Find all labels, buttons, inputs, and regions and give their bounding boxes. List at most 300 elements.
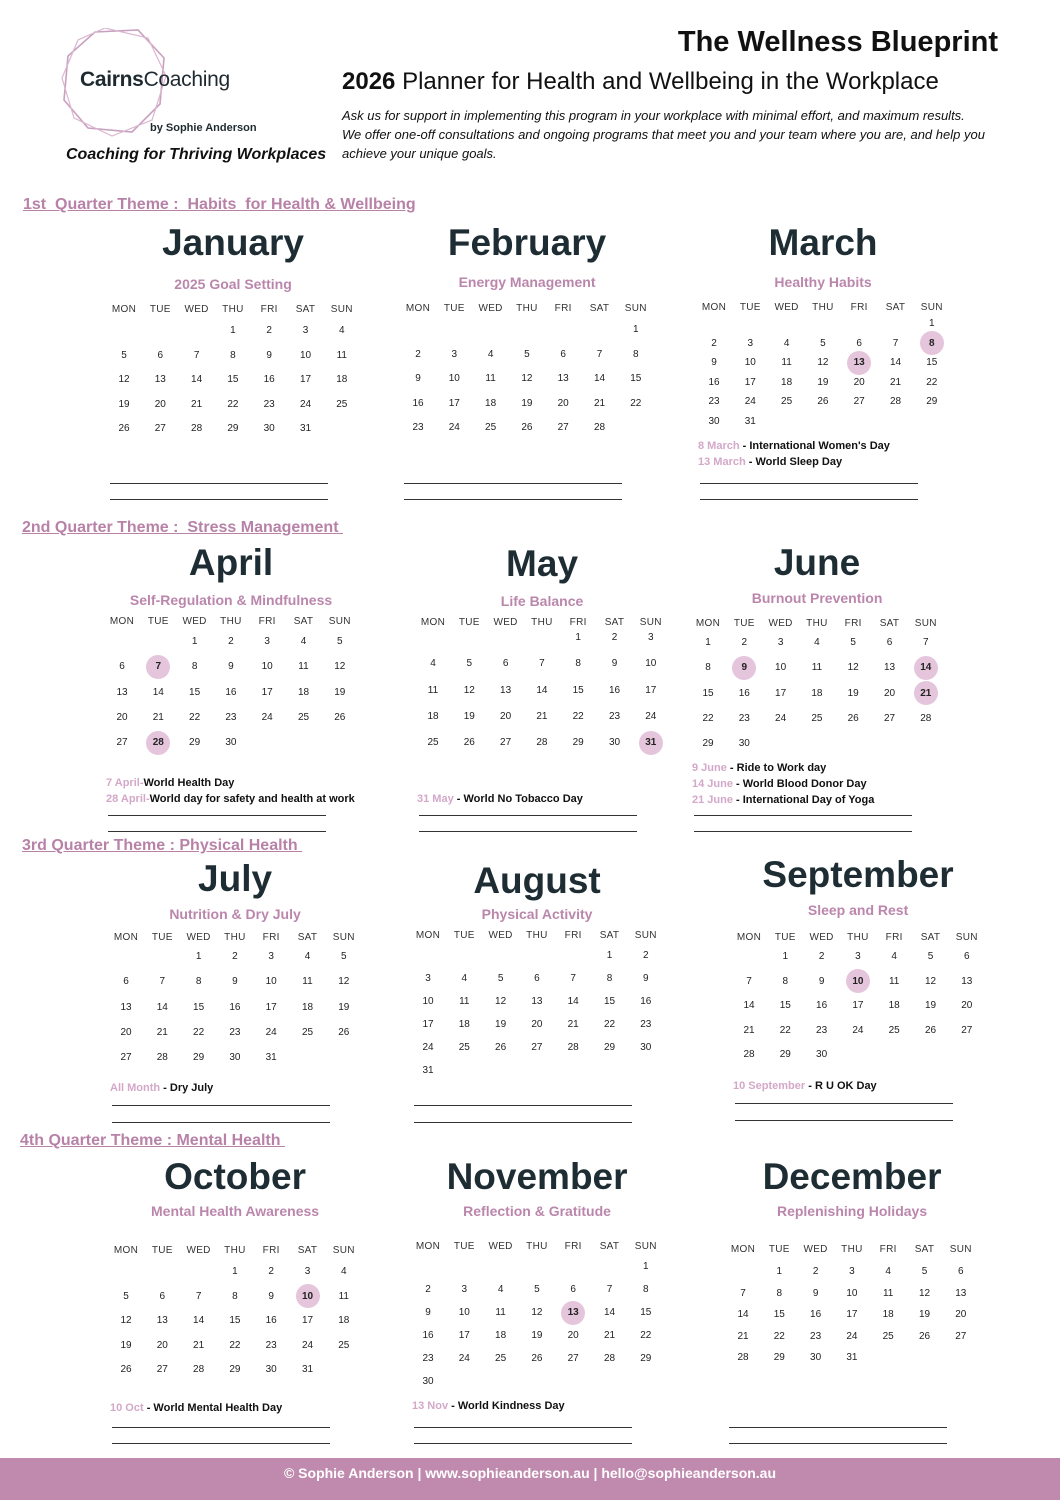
calendar-day: 22 <box>779 1024 791 1036</box>
weekday-header: TUE <box>453 1241 475 1252</box>
calendar-day: 11 <box>811 662 823 674</box>
month-theme: Nutrition & Dry July <box>169 906 301 922</box>
calendar-day: 25 <box>495 1353 507 1364</box>
notes-line <box>729 1427 947 1428</box>
weekday-header: TUE <box>147 616 169 627</box>
notes-line <box>419 831 637 832</box>
calendar-day: 26 <box>924 1024 937 1036</box>
calendar-day: 17 <box>265 1001 277 1013</box>
calendar-day: 17 <box>852 1000 864 1011</box>
month-theme: Life Balance <box>500 593 584 609</box>
calendar-day: 16 <box>229 1001 241 1013</box>
calendar-day: 12 <box>531 1307 543 1318</box>
calendar-day: 31 <box>744 415 756 427</box>
calendar-day: 12 <box>924 975 937 987</box>
calendar-day: 25 <box>297 711 310 723</box>
calendar-day: 27 <box>531 1042 543 1053</box>
calendar-day: 1 <box>606 950 613 961</box>
notes-line <box>112 1443 330 1444</box>
highlighted-day: 8 <box>914 338 950 349</box>
calendar-day: 17 <box>299 374 312 385</box>
highlighted-day: 13 <box>555 1307 591 1318</box>
weekday-header: SAT <box>599 930 620 941</box>
notes-line <box>414 1105 632 1106</box>
calendar-day: 1 <box>230 325 236 336</box>
calendar-day: 9 <box>711 357 717 368</box>
weekday-header: TUE <box>768 1244 790 1255</box>
calendar-day: 10 <box>261 661 273 673</box>
weekday-header: WED <box>186 1245 211 1256</box>
weekday-header: SUN <box>332 1245 355 1256</box>
calendar-day: 15 <box>640 1307 652 1318</box>
calendar-day: 22 <box>227 398 239 410</box>
calendar-day: 2 <box>611 632 618 643</box>
calendar-day: 4 <box>300 636 307 647</box>
calendar-day: 25 <box>485 422 497 433</box>
calendar-day: 27 <box>883 712 896 724</box>
calendar-day: 11 <box>459 996 470 1007</box>
calendar-day: 30 <box>265 1364 277 1375</box>
calendar-day: 12 <box>120 1315 132 1326</box>
calendar-day: 14 <box>193 1315 205 1326</box>
calendar-day: 7 <box>606 1284 613 1295</box>
event-note: 7 April-World Health Day <box>106 777 235 789</box>
calendar-day: 23 <box>263 398 275 410</box>
month-name: June <box>773 542 861 583</box>
weekday-header: FRI <box>879 1244 897 1255</box>
notes-line <box>694 815 912 816</box>
calendar-day: 14 <box>567 996 579 1007</box>
calendar-day: 28 <box>737 1352 749 1363</box>
highlighted-day: 10 <box>840 976 876 987</box>
calendar-day: 17 <box>846 1309 858 1320</box>
calendar-day: 19 <box>817 376 829 388</box>
month-theme: Replenishing Holidays <box>776 1203 928 1219</box>
calendar-day: 29 <box>702 738 714 750</box>
calendar-day: 25 <box>336 398 348 410</box>
calendar-day: 2 <box>268 1266 274 1277</box>
calendar-day: 4 <box>341 1266 347 1277</box>
calendar-day: 1 <box>776 1266 783 1277</box>
calendar-day: 22 <box>773 1330 785 1342</box>
quarter-3-heading: 3rd Quarter Theme : Physical Health <box>22 837 303 854</box>
month-theme: Energy Management <box>458 274 596 290</box>
calendar-day: 4 <box>487 348 494 360</box>
calendar-day: 19 <box>463 710 475 722</box>
weekday-header: TUE <box>458 617 480 628</box>
calendar-day: 16 <box>422 1330 434 1341</box>
calendar-day: 22 <box>229 1339 241 1351</box>
calendar-day: 16 <box>810 1309 822 1320</box>
weekday-header: MON <box>111 304 137 315</box>
calendar-day: 1 <box>195 951 202 962</box>
calendar-day: 29 <box>779 1049 791 1060</box>
calendar-day: 15 <box>229 1315 241 1326</box>
calendar-day: 16 <box>263 374 275 385</box>
calendar-day: 13 <box>531 996 543 1007</box>
calendar-day: 24 <box>422 1042 434 1053</box>
calendar-day: 17 <box>458 1330 470 1341</box>
calendar-day: 24 <box>846 1330 858 1342</box>
month-theme: Mental Health Awareness <box>151 1203 320 1219</box>
intro-text: Ask us for support in implementing this program in your workplace with minimal effort, and maximum results. We offer one-off consultations and ongoing programs that meet you and your team where you are, and help you achieve your unique goals. <box>342 108 985 161</box>
weekday-header: MON <box>730 1244 756 1255</box>
calendar-day: 20 <box>961 1000 973 1011</box>
calendar-day: 5 <box>497 973 504 984</box>
calendar-day: 21 <box>737 1330 749 1342</box>
calendar-day: 24 <box>261 711 273 723</box>
calendar-day: 1 <box>191 636 198 647</box>
calendar-day: 27 <box>116 737 128 749</box>
calendar-day: 30 <box>229 1052 241 1064</box>
calendar-day: 5 <box>121 349 127 361</box>
calendar-day: 13 <box>500 684 512 696</box>
calendar-day: 19 <box>334 686 346 698</box>
notes-line <box>108 815 326 816</box>
event-note: 9 June - Ride to Work day <box>692 762 827 774</box>
calendar-day: 2 <box>415 348 421 360</box>
calendar-day: 9 <box>266 349 272 361</box>
calendar-day: 22 <box>926 376 938 388</box>
calendar-day: 15 <box>926 357 938 368</box>
calendar-day: 3 <box>461 1284 468 1295</box>
weekday-header: TUE <box>149 304 171 315</box>
calendar-day: 30 <box>225 737 237 749</box>
calendar-day: 21 <box>889 376 902 388</box>
weekday-header: SUN <box>639 617 662 628</box>
weekday-header: MON <box>695 618 721 629</box>
calendar-day: 1 <box>705 637 711 648</box>
calendar-day: 6 <box>964 951 970 962</box>
calendar-day: 9 <box>812 1287 819 1299</box>
calendar-day: 12 <box>918 1287 931 1299</box>
weekday-header: SAT <box>295 304 316 315</box>
calendar-day: 9 <box>232 976 238 988</box>
calendar-day: 14 <box>156 1001 168 1013</box>
event-note: 10 September - R U OK Day <box>733 1080 877 1092</box>
calendar-day: 4 <box>885 1266 891 1277</box>
calendar-day: 31 <box>422 1065 434 1076</box>
calendar-day: 17 <box>775 687 787 699</box>
calendar-day: 11 <box>336 349 347 361</box>
weekday-header: SAT <box>293 616 314 627</box>
month-name: October <box>164 1156 306 1197</box>
calendar-day: 12 <box>817 357 829 368</box>
calendar-day: 12 <box>521 373 533 384</box>
weekday-header: THU <box>806 618 828 629</box>
calendar-day: 9 <box>268 1290 274 1302</box>
calendar-day: 28 <box>603 1353 616 1364</box>
calendar-day: 5 <box>341 951 347 962</box>
weekday-header: WED <box>184 304 209 315</box>
calendar-day: 2 <box>812 1266 819 1277</box>
calendar-day: 3 <box>425 973 431 984</box>
weekday-header: FRI <box>260 304 278 315</box>
calendar-day: 12 <box>463 684 475 696</box>
calendar-day: 18 <box>811 687 823 699</box>
calendar-day: 17 <box>261 686 273 698</box>
calendar-day: 1 <box>232 1266 238 1277</box>
calendar-day: 31 <box>301 1364 314 1375</box>
calendar-day: 4 <box>339 325 345 336</box>
calendar-day: 6 <box>159 1290 166 1302</box>
calendar-day: 3 <box>747 337 754 349</box>
calendar-day: 26 <box>817 396 829 407</box>
calendar-day: 12 <box>334 661 346 673</box>
calendar-day: 15 <box>193 1001 205 1013</box>
calendar-day: 29 <box>189 737 201 749</box>
calendar-day: 17 <box>744 376 756 388</box>
calendar-day: 12 <box>338 976 350 988</box>
weekday-header: MON <box>415 930 441 941</box>
calendar-day: 19 <box>338 1001 350 1013</box>
calendar-day: 13 <box>955 1287 967 1299</box>
calendar-day: 10 <box>744 357 756 368</box>
calendar-day: 7 <box>740 1287 746 1299</box>
weekday-header: FRI <box>262 932 280 943</box>
month-theme: Healthy Habits <box>774 274 872 290</box>
calendar-day: 8 <box>782 975 789 987</box>
calendar-day: 25 <box>888 1024 900 1036</box>
calendar-day: 15 <box>779 1000 791 1011</box>
notes-line <box>700 483 918 484</box>
calendar-day: 7 <box>193 349 200 361</box>
event-note: 13 Nov - World Kindness Day <box>412 1400 565 1412</box>
weekday-header: MON <box>701 302 727 313</box>
weekday-header: MON <box>109 616 135 627</box>
weekday-header: WED <box>478 303 503 314</box>
weekday-header: SUN <box>328 616 351 627</box>
calendar-day: 2 <box>818 951 825 962</box>
footer: © Sophie Anderson | www.sophieanderson.au | hello@sophieanderson.au <box>0 1458 1060 1500</box>
weekday-header: SUN <box>914 618 937 629</box>
highlighted-day: 9 <box>726 662 762 673</box>
calendar-day: 7 <box>746 975 752 987</box>
calendar-day: 25 <box>427 737 439 749</box>
calendar-day: 7 <box>923 637 929 648</box>
calendar-day: 18 <box>888 1000 900 1011</box>
highlighted-day: 21 <box>908 688 944 699</box>
weekday-header: TUE <box>453 930 475 941</box>
calendar-day: 26 <box>463 737 475 749</box>
calendar-day: 8 <box>633 348 639 360</box>
notes-line <box>108 831 326 832</box>
calendar-day: 16 <box>708 376 720 388</box>
calendar-day: 5 <box>337 636 343 647</box>
event-note: 14 June - World Blood Donor Day <box>692 778 867 790</box>
weekday-header: THU <box>526 930 548 941</box>
calendar-day: 21 <box>593 397 606 409</box>
weekday-header: MON <box>405 303 431 314</box>
calendar-day: 20 <box>156 1339 168 1351</box>
event-note: 10 Oct - World Mental Health Day <box>110 1402 283 1414</box>
calendar-day: 1 <box>643 1261 649 1272</box>
calendar-day: 7 <box>596 348 603 360</box>
calendar-day: 11 <box>338 1290 349 1302</box>
calendar-day: 27 <box>961 1024 973 1036</box>
weekday-header: FRI <box>569 617 587 628</box>
calendar-day: 22 <box>640 1330 652 1341</box>
calendar-day: 29 <box>926 396 938 407</box>
calendar-day: 6 <box>560 348 566 360</box>
calendar-day: 8 <box>606 973 613 984</box>
notes-line <box>694 831 912 832</box>
calendar-day: 3 <box>849 1266 855 1277</box>
weekday-header: MON <box>420 617 446 628</box>
calendar-day: 20 <box>116 711 128 723</box>
notes-line <box>729 1443 947 1444</box>
calendar-day: 7 <box>195 1290 202 1302</box>
calendar-day: 19 <box>521 397 533 409</box>
calendar-day: 6 <box>123 976 129 988</box>
event-note: 21 June - International Day of Yoga <box>692 794 875 806</box>
calendar-day: 28 <box>191 423 203 434</box>
calendar-day: 10 <box>775 662 787 674</box>
notes-line <box>700 499 918 500</box>
calendar-day: 20 <box>567 1330 579 1341</box>
event-note: 13 March - World Sleep Day <box>698 456 843 468</box>
calendar-day: 9 <box>415 373 421 384</box>
weekday-header: SUN <box>330 304 353 315</box>
weekday-header: THU <box>841 1244 863 1255</box>
weekday-header: WED <box>488 1241 513 1252</box>
month-theme: Self-Regulation & Mindfulness <box>129 592 333 608</box>
calendar-day: 5 <box>534 1284 540 1295</box>
weekday-header: SAT <box>914 1244 935 1255</box>
calendar-day: 22 <box>603 1019 616 1030</box>
calendar-day: 13 <box>557 373 569 384</box>
calendar-day: 14 <box>593 373 606 384</box>
calendar-day: 6 <box>157 349 164 361</box>
calendar-day: 3 <box>268 951 274 962</box>
weekday-header: WED <box>493 617 518 628</box>
page-title: The Wellness Blueprint <box>677 26 998 58</box>
calendar-day: 27 <box>557 422 569 433</box>
weekday-header: TUE <box>151 1245 173 1256</box>
calendar-day: 3 <box>777 637 784 648</box>
weekday-header: TUE <box>733 618 755 629</box>
calendar-day: 14 <box>152 686 164 698</box>
weekday-header: SAT <box>920 932 941 943</box>
calendar-day: 5 <box>927 951 934 962</box>
calendar-day: 7 <box>570 973 576 984</box>
month-name: May <box>506 543 579 584</box>
calendar-day: 22 <box>189 711 201 723</box>
calendar-day: 11 <box>888 975 900 987</box>
calendar-day: 11 <box>781 357 792 368</box>
calendar-day: 23 <box>225 711 237 723</box>
calendar-day: 5 <box>123 1290 129 1302</box>
calendar-day: 18 <box>458 1019 470 1030</box>
calendar-day: 24 <box>775 712 787 724</box>
calendar-day: 12 <box>495 996 507 1007</box>
notes-line <box>110 483 328 484</box>
calendar-day: 28 <box>156 1052 168 1064</box>
calendar-day: 6 <box>886 637 893 648</box>
weekday-header: SUN <box>634 1241 657 1252</box>
notes-line <box>112 1427 330 1428</box>
calendar-day: 5 <box>524 348 530 360</box>
calendar-day: 29 <box>572 737 584 749</box>
quarter-2-heading: 2nd Quarter Theme : Stress Management <box>22 519 343 536</box>
calendar-day: 3 <box>302 325 309 336</box>
calendar-day: 24 <box>852 1024 864 1036</box>
month-name: November <box>446 1156 628 1197</box>
weekday-header: SUN <box>949 1244 972 1255</box>
notes-line <box>110 499 328 500</box>
calendar-day: 8 <box>776 1287 783 1299</box>
highlighted-day: 7 <box>140 661 176 672</box>
highlighted-day: 14 <box>908 662 944 673</box>
highlighted-day: 13 <box>841 357 877 368</box>
calendar-day: 4 <box>783 337 790 349</box>
weekday-header: FRI <box>258 616 276 627</box>
calendar-day: 11 <box>882 1287 894 1299</box>
calendar-day: 18 <box>338 1315 350 1326</box>
calendar-day: 19 <box>118 398 130 410</box>
calendar-day: 24 <box>458 1353 470 1364</box>
calendar-day: 16 <box>640 996 652 1007</box>
calendar-day: 18 <box>427 710 439 722</box>
calendar-day: 10 <box>448 373 460 384</box>
calendar-day: 13 <box>883 662 896 674</box>
calendar-day: 2 <box>266 325 272 336</box>
weekday-header: MON <box>113 1245 139 1256</box>
calendar-day: 16 <box>738 687 750 699</box>
calendar-day: 15 <box>189 686 201 698</box>
calendar-day: 31 <box>846 1352 858 1363</box>
calendar-day: 20 <box>883 687 896 699</box>
calendar-day: 18 <box>336 374 348 385</box>
calendar-day: 16 <box>225 686 237 698</box>
month-name: February <box>447 222 607 263</box>
calendar-day: 13 <box>116 686 128 698</box>
calendar-day: 19 <box>847 687 859 699</box>
calendar-day: 4 <box>304 951 311 962</box>
weekday-header: THU <box>224 932 246 943</box>
calendar-day: 21 <box>193 1339 205 1351</box>
calendar-day: 19 <box>531 1330 543 1341</box>
weekday-header: WED <box>768 618 793 629</box>
notes-line <box>414 1443 632 1444</box>
calendar-day: 8 <box>191 661 198 673</box>
calendar-day: 30 <box>422 1376 434 1387</box>
notes-line <box>414 1427 632 1428</box>
calendar-day: 28 <box>536 737 548 749</box>
calendar-day: 10 <box>645 658 657 670</box>
event-note: 31 May - World No Tobacco Day <box>417 793 583 805</box>
weekday-header: THU <box>516 303 538 314</box>
weekday-header: FRI <box>885 932 903 943</box>
weekday-header: SUN <box>920 302 943 313</box>
calendar-day: 3 <box>264 636 270 647</box>
weekday-header: SUN <box>955 932 978 943</box>
month-name: April <box>188 542 274 583</box>
highlighted-day: 31 <box>633 737 669 748</box>
calendar-day: 22 <box>572 710 584 722</box>
weekday-header: FRI <box>554 303 572 314</box>
calendar-day: 24 <box>448 422 460 433</box>
calendar-day: 28 <box>593 422 606 433</box>
calendar-day: 17 <box>422 1019 434 1030</box>
notes-line <box>112 1122 330 1123</box>
calendar-day: 21 <box>536 710 548 722</box>
weekday-header: WED <box>186 932 211 943</box>
notes-line <box>735 1103 953 1104</box>
calendar-day: 14 <box>536 684 548 696</box>
calendar-day: 26 <box>338 1026 350 1038</box>
calendar-day: 5 <box>466 658 473 670</box>
